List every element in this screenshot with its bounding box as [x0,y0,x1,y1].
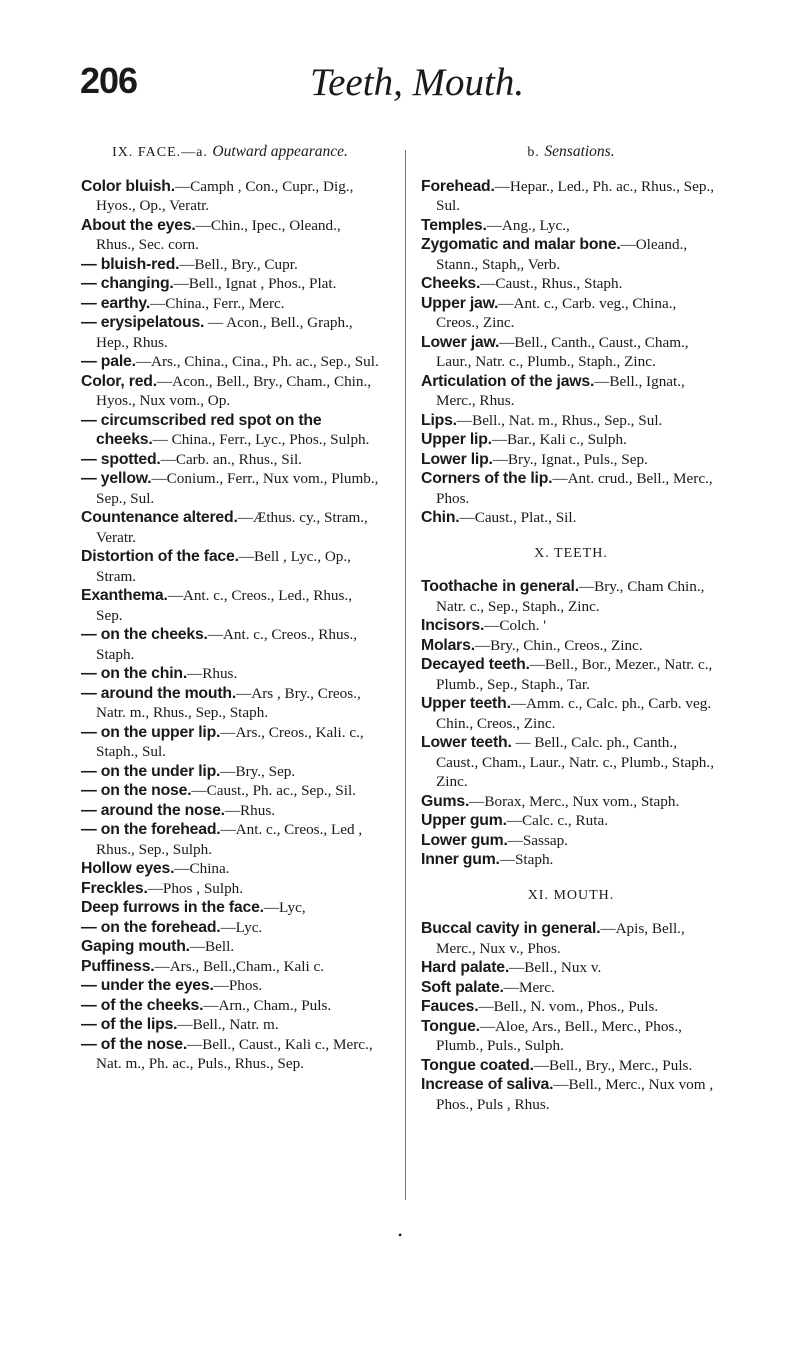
index-entry [421,274,721,294]
entry-remedies: —Bell., N. vom., Phos., Puls. [478,998,659,1015]
entry-term: Temples. [421,216,487,234]
entry-remedies: —China., Ferr., Merc. [150,294,285,312]
index-entry [421,235,721,274]
entry-term: Puffiness. [81,957,155,975]
entry-term: Articulation of the jaws. [421,372,595,390]
entry-remedies: —Bell., Canth., Caust., Cham., Laur., Natr. c., Plumb., Staph., Zinc. [436,333,689,370]
entry-remedies: —Calc. c., Ruta. [506,812,608,829]
index-entry [81,1035,379,1074]
index-entry [421,411,721,431]
entry-remedies: —Apis, Bell., Merc., Nux v., Phos. [436,920,685,957]
entry-term: — yellow. [81,470,152,487]
entry-remedies: —Bell., Natr. m. [177,1016,279,1033]
index-entry [81,918,379,938]
index-entry [81,976,379,996]
entry-term: Upper lip. [421,431,492,448]
entry-remedies: —Ars , Bry., Creos., Natr. m., Rhus., Sep., Staph. [96,684,361,721]
entry-remedies: —Caust., Plat., Sil. [459,509,577,526]
entry-list-sensations [421,177,721,528]
entry-remedies: —China. [174,860,230,877]
index-entry [421,997,721,1017]
footer-mark: • [398,1228,403,1242]
index-entry [81,723,379,762]
index-entry [421,216,721,236]
entry-remedies: —Bell., Ignat , Phos., Plat. [173,275,337,292]
entry-remedies: —Bell., Nux v. [509,959,602,976]
entry-remedies: —Caust., Ph. ac., Sep., Sil. [191,782,356,799]
index-entry [81,762,379,782]
entry-remedies: —Bell , Lyc., Op., Stram. [96,548,351,585]
right-column [421,138,721,1114]
index-entry [81,859,379,879]
entry-term: Soft palate. [421,978,504,996]
entry-term: — pale. [81,353,136,370]
entry-remedies: —Lyc, [263,899,306,916]
entry-term: Decayed teeth. [421,656,530,673]
index-entry [81,255,379,275]
entry-remedies: — China., Ferr., Lyc., Phos., Sulph. [152,431,370,448]
index-entry [421,811,721,831]
index-entry [81,274,379,294]
index-entry [421,958,721,978]
entry-term: Color, red. [81,372,157,390]
index-entry [81,586,379,625]
entry-term: Color bluish. [81,177,175,195]
entry-remedies: —Rhus. [224,801,276,819]
entry-term: Toothache in general. [421,578,579,595]
entry-term: Molars. [421,636,475,654]
index-entry [421,1075,721,1114]
entry-remedies: —Bell., Merc., Nux vom , Phos., Puls , Rhus. [436,1076,714,1113]
entry-term: — around the nose. [81,801,225,819]
index-entry [81,937,379,957]
index-entry [81,684,379,723]
entry-remedies: —Chin., Ipec., Oleand., Rhus., Sec. corn. [96,216,341,253]
index-entry [421,616,721,636]
index-entry [81,450,379,470]
entry-term: — under the eyes. [81,977,214,994]
index-entry [421,978,721,998]
entry-remedies: —Bell., Bry., Merc., Puls. [533,1056,693,1074]
entry-remedies: —Ant. c., Carb. veg., China., Creos., Zinc. [436,294,677,331]
index-entry [81,625,379,664]
index-entry [81,781,379,801]
entry-term: Upper teeth. [421,695,511,712]
index-entry [421,333,721,372]
entry-remedies: —Ars., Bell.,Cham., Kali c. [154,957,325,975]
index-entry [81,313,379,352]
entry-term: — of the lips. [81,1016,178,1033]
entry-remedies: —Camph , Con., Cupr., Dig., Hyos., Op., Veratr. [96,177,354,214]
index-entry [421,655,721,694]
index-entry [81,352,379,372]
entry-list-teeth [421,577,721,870]
index-entry [81,294,379,314]
entry-term: — of the cheeks. [81,996,204,1014]
entry-remedies: —Colch. ' [484,617,546,634]
entry-term: — changing. [81,275,174,292]
index-entry [421,430,721,450]
entry-term: — on the cheeks. [81,626,208,643]
entry-term: — spotted. [81,450,161,468]
entry-term: Gaping mouth. [81,938,190,955]
entry-remedies: —Ars., China., Cina., Ph. ac., Sep., Sul. [135,353,379,370]
entry-list-mouth [421,919,721,1114]
page-header [80,60,720,120]
entry-term: About the eyes. [81,216,196,234]
entry-term: — of the nose. [81,1035,188,1053]
entry-remedies: —Ant. c., Creos., Rhus., Staph. [96,626,358,663]
section-heading-face: IX. FACE.—a. Outward appearance. [112,143,348,160]
entry-remedies: —Bell. [189,938,235,955]
index-entry [81,1015,379,1035]
section-heading-teeth: X. TEETH. [534,545,608,561]
entry-remedies: —Hepar., Led., Ph. ac., Rhus., Sep., Sul. [436,177,715,214]
entry-remedies: —Borax, Merc., Nux vom., Staph. [469,792,680,810]
index-entry [421,469,721,508]
entry-term: Deep furrows in the face. [81,899,264,916]
entry-remedies: —Oleand., Stann., Staph,, Verb. [436,236,688,273]
entry-term: — on the upper lip. [81,723,221,741]
entry-term: Buccal cavity in general. [421,920,601,937]
entry-term: Fauces. [421,998,479,1015]
entry-remedies: —Lyc. [220,918,263,936]
entry-term: Tongue coated. [421,1056,534,1074]
entry-remedies: —Ars., Creos., Kali. c., Staph., Sul. [96,723,364,760]
entry-remedies: —Ang., Lyc., [486,216,570,234]
index-entry [421,294,721,333]
index-entry [81,508,379,547]
entry-remedies: —Merc. [503,978,555,996]
entry-term: Cheeks. [421,275,481,292]
entry-remedies: —Phos. [213,977,263,994]
entry-remedies: —Conium., Ferr., Nux vom., Plumb., Sep., Sul. [96,470,379,507]
entry-term: Freckles. [81,879,148,897]
entry-remedies: —Bell., Nat. m., Rhus., Sep., Sul. [456,411,663,429]
entry-list-face-outward [81,177,379,1074]
section-heading-mouth: XI. MOUTH. [527,887,615,903]
entry-term: — bluish-red. [81,255,180,273]
entry-remedies: —Rhus. [187,665,238,682]
entry-term: Exanthema. [81,587,168,604]
entry-remedies: —Ant. crud., Bell., Merc., Phos. [436,470,713,507]
index-entry [81,996,379,1016]
entry-term: — on the forehead. [81,918,221,936]
index-entry [421,733,721,792]
index-entry [81,547,379,586]
column-divider [405,150,406,1200]
index-entry [81,177,379,216]
entry-term: — on the under lip. [81,762,221,780]
entry-remedies: —Acon., Bell., Bry., Cham., Chin., Hyos., Nux vom., Op. [96,372,372,409]
entry-remedies: —Caust., Rhus., Staph. [480,275,623,292]
entry-remedies: —Bry., Ignat., Puls., Sep. [492,450,648,468]
index-entry [421,792,721,812]
entry-remedies: —Staph. [499,851,554,868]
index-entry [421,694,721,733]
entry-term: Corners of the lip. [421,470,553,487]
entry-remedies: —Bell., Bor., Mezer., Natr. c., Plumb., Sep., Staph., Tar. [436,656,713,693]
entry-remedies: —Amm. c., Calc. ph., Carb. veg. Chin., Creos., Zinc. [436,695,712,732]
index-entry [81,820,379,859]
entry-term: — on the forehead. [81,821,221,838]
index-entry [81,879,379,899]
index-entry [81,469,379,508]
index-entry [421,919,721,958]
entry-term: Gums. [421,792,470,810]
entry-remedies: —Ant. c., Creos., Led., Rhus., Sep. [96,587,353,624]
index-entry [81,216,379,255]
entry-term: Incisors. [421,617,485,634]
entry-remedies: —Bry., Chin., Creos., Zinc. [474,636,643,654]
entry-term: Inner gum. [421,851,500,868]
entry-term: Zygomatic and malar bone. [421,236,621,253]
entry-term: — on the nose. [81,782,192,799]
entry-remedies: —Aloe, Ars., Bell., Merc., Phos., Plumb., Puls., Sulph. [436,1017,682,1054]
entry-remedies: —Ant. c., Creos., Led , Rhus., Sep., Sulph. [96,821,363,858]
index-entry [81,664,379,684]
index-entry [81,957,379,977]
index-entry [421,372,721,411]
entry-term: — circumscribed red spot on the cheeks. [81,411,322,448]
entry-remedies: — Acon., Bell., Graph., Hep., Rhus. [96,314,353,351]
entry-remedies: —Bar., Kali c., Sulph. [491,431,627,448]
entry-term: Hollow eyes. [81,860,175,877]
entry-remedies: —Bell., Bry., Cupr. [179,255,298,273]
entry-remedies: — Bell., Calc. ph., Canth., Caust., Cham., Laur., Natr. c., Plumb., Staph., Zinc. [436,734,714,790]
entry-term: Hard palate. [421,959,510,976]
index-entry [421,450,721,470]
index-entry [421,831,721,851]
running-title: Teeth, Mouth. [310,61,525,104]
entry-term: Lower gum. [421,831,508,849]
index-entry [421,636,721,656]
entry-remedies: —Phos , Sulph. [147,879,244,897]
index-entry [421,1017,721,1056]
index-entry [421,177,721,216]
entry-remedies: —Bell., Caust., Kali c., Merc., Nat. m., Ph. ac., Puls., Rhus., Sep. [96,1035,373,1072]
entry-term: Increase of saliva. [421,1076,554,1093]
entry-term: Distortion of the face. [81,548,239,565]
index-entry [421,850,721,870]
index-entry [421,1056,721,1076]
index-entry [81,898,379,918]
entry-term: Countenance altered. [81,509,238,526]
entry-term: Lips. [421,411,457,429]
entry-term: — around the mouth. [81,684,237,702]
entry-remedies: —Bell., Ignat., Merc., Rhus. [436,372,685,409]
page-number: 206 [80,60,138,101]
entry-term: — on the chin. [81,665,188,682]
entry-remedies: —Bry., Sep. [220,762,296,780]
entry-term: Upper jaw. [421,294,499,312]
entry-term: Lower lip. [421,450,493,468]
entry-term: Forehead. [421,177,495,195]
index-entry [81,411,379,450]
entry-term: Chin. [421,509,460,526]
entry-term: Lower jaw. [421,333,500,351]
entry-remedies: —Æthus. cy., Stram., Veratr. [96,509,368,546]
entry-term: — earthy. [81,294,151,312]
entry-remedies: —Carb. an., Rhus., Sil. [160,450,302,468]
index-entry [421,508,721,528]
entry-remedies: —Sassap. [507,831,568,849]
entry-term: Tongue. [421,1017,480,1035]
entry-remedies: —Bry., Cham Chin., Natr. c., Sep., Staph., Zinc. [436,578,705,615]
section-heading-sensations: b. Sensations. [527,143,615,160]
entry-remedies: —Arn., Cham., Puls. [203,996,332,1014]
entry-term: Upper gum. [421,812,507,829]
left-column [81,138,379,1074]
index-entry [81,372,379,411]
entry-term: — erysipelatous. [81,314,205,331]
index-entry [81,801,379,821]
entry-term: Lower teeth. [421,734,512,751]
index-entry [421,577,721,616]
